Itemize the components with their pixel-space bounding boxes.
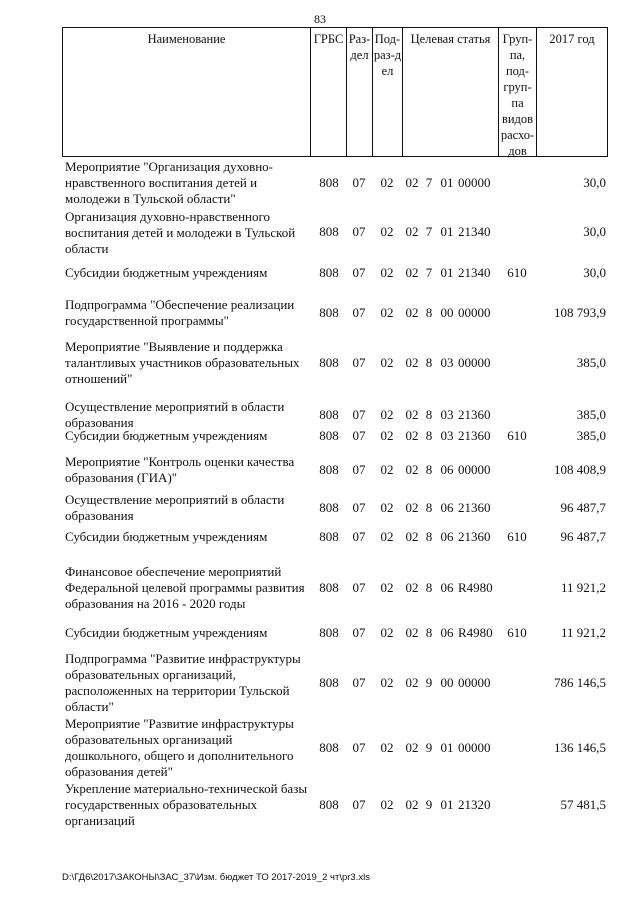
- cell-t1: 02: [405, 739, 419, 755]
- cell-razdel: 07: [352, 175, 366, 190]
- cell-t3: 01: [440, 265, 454, 280]
- cell-t3: 06: [440, 462, 454, 477]
- cell-grbs: 808: [319, 265, 339, 280]
- cell-podrazdel: 02: [380, 223, 394, 239]
- cell-t4: 21360: [458, 428, 491, 443]
- cell-podrazdel: 02: [380, 354, 394, 370]
- cell-amount: 11 921,2: [560, 579, 606, 595]
- cell-t3: 03: [440, 354, 454, 370]
- cell-t2: 7: [425, 265, 433, 280]
- table-row: [0, 780, 640, 830]
- header-year-2017: 2017 год: [536, 27, 608, 157]
- cell-t1: 02: [405, 529, 419, 544]
- row-name: Субсидии бюджетным учреждениям: [65, 625, 268, 640]
- cell-amount: 96 487,7: [560, 529, 606, 544]
- cell-t4: 00000: [458, 354, 491, 370]
- cell-t4: R4980: [458, 625, 493, 640]
- cell-t4: 00000: [458, 739, 491, 755]
- cell-amount: 385,0: [576, 354, 606, 370]
- cell-grbs: 808: [319, 739, 339, 755]
- row-name: Мероприятие "Организация духовно-нравственного воспитания детей и молодежи в Тульской области": [65, 159, 274, 206]
- cell-razdel: 07: [352, 579, 366, 595]
- cell-t2: 7: [425, 223, 433, 239]
- cell-t3: 06: [440, 499, 454, 515]
- cell-t3: 01: [440, 797, 454, 812]
- cell-grbs: 808: [319, 529, 339, 544]
- cell-grbs: 808: [319, 304, 339, 320]
- cell-t2: 8: [425, 499, 433, 515]
- cell-razdel: 07: [352, 529, 366, 544]
- row-name: Мероприятие "Развитие инфраструктуры образовательных организаций дошкольного, общего и дополнительного образования детей": [65, 715, 294, 779]
- cell-grbs: 808: [319, 499, 339, 515]
- cell-podrazdel: 02: [380, 499, 394, 515]
- cell-amount: 136 146,5: [554, 739, 606, 755]
- cell-amount: 108 408,9: [554, 462, 606, 477]
- table-row: [0, 560, 640, 615]
- table-row: [0, 425, 640, 447]
- cell-amount: 385,0: [576, 428, 606, 443]
- cell-t2: 7: [425, 175, 433, 190]
- cell-t2: 8: [425, 428, 433, 443]
- cell-podrazdel: 02: [380, 428, 394, 443]
- table-row: [0, 209, 640, 254]
- cell-t1: 02: [405, 428, 419, 443]
- cell-podrazdel: 02: [380, 674, 394, 690]
- cell-t1: 02: [405, 462, 419, 477]
- cell-t3: 01: [440, 175, 454, 190]
- cell-t4: 21340: [458, 265, 491, 280]
- cell-t2: 8: [425, 354, 433, 370]
- cell-t2: 8: [425, 462, 433, 477]
- row-name: Осуществление мероприятий в области образования: [65, 399, 285, 430]
- cell-t1: 02: [405, 674, 419, 690]
- cell-vid: 610: [507, 428, 527, 443]
- cell-amount: 57 481,5: [560, 797, 606, 812]
- cell-t3: 03: [440, 407, 454, 422]
- cell-t3: 06: [440, 625, 454, 640]
- cell-t4: 21360: [458, 499, 491, 515]
- cell-t4: R4980: [458, 579, 493, 595]
- cell-razdel: 07: [352, 625, 366, 640]
- cell-t4: 00000: [458, 674, 491, 690]
- cell-vid: 610: [507, 529, 527, 544]
- cell-t1: 02: [405, 175, 419, 190]
- cell-razdel: 07: [352, 265, 366, 280]
- cell-amount: 30,0: [583, 265, 606, 280]
- cell-grbs: 808: [319, 462, 339, 477]
- cell-t1: 02: [405, 499, 419, 515]
- cell-amount: 30,0: [583, 223, 606, 239]
- cell-t4: 21360: [458, 529, 491, 544]
- cell-amount: 96 487,7: [560, 499, 606, 515]
- cell-podrazdel: 02: [380, 462, 394, 477]
- page-number: 83: [314, 12, 326, 26]
- cell-t1: 02: [405, 265, 419, 280]
- cell-t1: 02: [405, 625, 419, 640]
- cell-t2: 8: [425, 625, 433, 640]
- cell-razdel: 07: [352, 223, 366, 239]
- cell-razdel: 07: [352, 499, 366, 515]
- row-name: Подпрограмма "Развитие инфраструктуры образовательных организаций, расположенных на территории Тульской области": [65, 650, 301, 714]
- cell-t1: 02: [405, 354, 419, 370]
- header-podrazdel: Под-раз-дел: [372, 27, 402, 157]
- cell-t1: 02: [405, 223, 419, 239]
- cell-t3: 00: [440, 674, 454, 690]
- cell-podrazdel: 02: [380, 304, 394, 320]
- cell-amount: 385,0: [576, 407, 606, 422]
- cell-t4: 00000: [458, 462, 491, 477]
- cell-razdel: 07: [352, 407, 366, 422]
- cell-vid: 610: [507, 625, 527, 640]
- cell-t2: 8: [425, 407, 433, 422]
- cell-podrazdel: 02: [380, 739, 394, 755]
- table-row: [0, 522, 640, 552]
- cell-t3: 06: [440, 579, 454, 595]
- cell-amount: 108 793,9: [554, 304, 606, 320]
- table-row: [0, 335, 640, 390]
- row-name: Подпрограмма "Обеспечение реализации государственной программы": [65, 296, 295, 328]
- cell-grbs: 808: [319, 579, 339, 595]
- cell-t3: 00: [440, 304, 454, 320]
- table-row: [0, 650, 640, 715]
- cell-razdel: 07: [352, 797, 366, 812]
- cell-podrazdel: 02: [380, 797, 394, 812]
- cell-razdel: 07: [352, 674, 366, 690]
- cell-amount: 786 146,5: [554, 674, 606, 690]
- cell-t4: 21360: [458, 407, 491, 422]
- cell-amount: 11 921,2: [560, 625, 606, 640]
- row-name: Субсидии бюджетным учреждениям: [65, 428, 268, 443]
- table-row: [0, 258, 640, 288]
- cell-t2: 9: [425, 739, 433, 755]
- cell-t2: 8: [425, 304, 433, 320]
- cell-razdel: 07: [352, 304, 366, 320]
- header-name: Наименование: [62, 27, 310, 157]
- cell-t3: 01: [440, 739, 454, 755]
- cell-podrazdel: 02: [380, 175, 394, 190]
- cell-t2: 8: [425, 529, 433, 544]
- cell-grbs: 808: [319, 797, 339, 812]
- cell-podrazdel: 02: [380, 625, 394, 640]
- cell-t4: 00000: [458, 175, 491, 190]
- cell-razdel: 07: [352, 428, 366, 443]
- row-name: Осуществление мероприятий в области образования: [65, 491, 285, 523]
- row-name: Организация духовно-нравственного воспитания детей и молодежи в Тульской области: [65, 209, 296, 256]
- cell-razdel: 07: [352, 462, 366, 477]
- table-row: [0, 450, 640, 490]
- table-row: [0, 715, 640, 780]
- cell-razdel: 07: [352, 739, 366, 755]
- cell-grbs: 808: [319, 354, 339, 370]
- cell-podrazdel: 02: [380, 407, 394, 422]
- cell-razdel: 07: [352, 354, 366, 370]
- cell-grbs: 808: [319, 428, 339, 443]
- file-path-footer: D:\ГД6\2017\ЗАКОНЫ\ЗАС_37\Изм. бюджет ТО 2017-2019_2 чт\pr3.xls: [62, 872, 370, 883]
- header-expense-group: Груп-па, под-груп-па видов расхо-дов: [498, 27, 536, 157]
- cell-t2: 9: [425, 674, 433, 690]
- row-name: Финансовое обеспечение мероприятий Федеральной целевой программы развития образования на 2016 - 2020 годы: [65, 563, 305, 611]
- row-name: Мероприятие "Контроль оценки качества образования (ГИА)": [65, 454, 295, 485]
- cell-t3: 06: [440, 529, 454, 544]
- cell-t1: 02: [405, 304, 419, 320]
- cell-t3: 03: [440, 428, 454, 443]
- cell-t2: 8: [425, 579, 433, 595]
- row-name: Субсидии бюджетным учреждениям: [65, 265, 268, 280]
- cell-grbs: 808: [319, 407, 339, 422]
- row-name: Субсидии бюджетным учреждениям: [65, 529, 268, 544]
- cell-t4: 00000: [458, 304, 491, 320]
- header-target-article: Целевая статья: [402, 27, 498, 157]
- row-name: Мероприятие "Выявление и поддержка талантливых участников образовательных отношений": [65, 338, 300, 386]
- cell-t1: 02: [405, 579, 419, 595]
- header-razdel: Раз-дел: [346, 27, 372, 157]
- cell-podrazdel: 02: [380, 529, 394, 544]
- table-row: [0, 290, 640, 335]
- cell-grbs: 808: [319, 223, 339, 239]
- row-name: Укрепление материально-технической базы государственных образовательных организаций: [65, 781, 308, 828]
- cell-vid: 610: [507, 265, 527, 280]
- cell-t3: 01: [440, 223, 454, 239]
- cell-t1: 02: [405, 797, 419, 812]
- cell-podrazdel: 02: [380, 579, 394, 595]
- header-grbs: ГРБС: [310, 27, 346, 157]
- cell-t4: 21320: [458, 797, 491, 812]
- table-row: [0, 618, 640, 648]
- cell-t2: 9: [425, 797, 433, 812]
- cell-grbs: 808: [319, 674, 339, 690]
- cell-grbs: 808: [319, 625, 339, 640]
- cell-amount: 30,0: [583, 175, 606, 190]
- cell-grbs: 808: [319, 175, 339, 190]
- table-row: [0, 157, 640, 209]
- cell-t4: 21340: [458, 223, 491, 239]
- cell-t1: 02: [405, 407, 419, 422]
- cell-podrazdel: 02: [380, 265, 394, 280]
